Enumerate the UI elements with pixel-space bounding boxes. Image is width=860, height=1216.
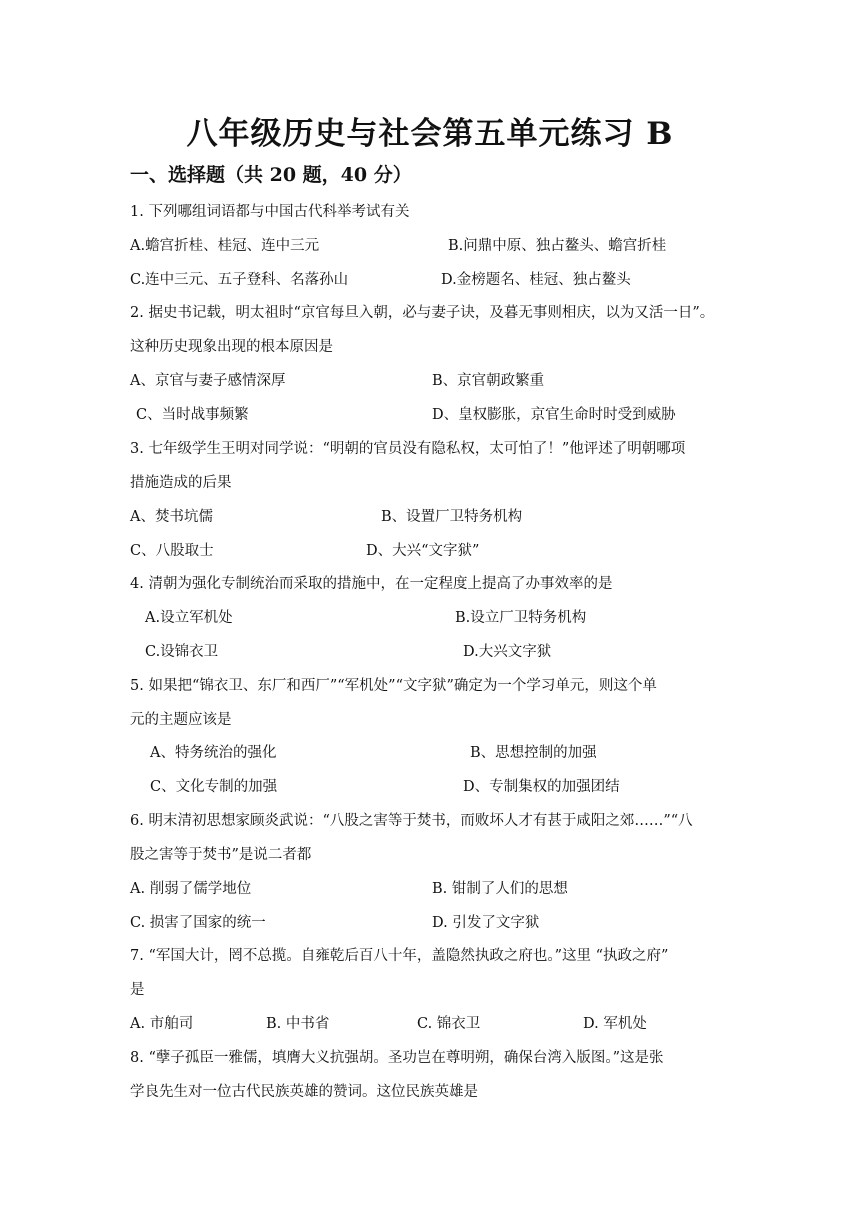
question-7-option-a: A. 市舶司 [130, 1016, 194, 1032]
question-5-option-b: B、思想控制的加强 [470, 745, 597, 761]
question-3-option-b: B、设置厂卫特务机构 [381, 509, 523, 525]
question-6-option-b: B. 钳制了人们的思想 [432, 881, 568, 897]
question-3-option-d: D、大兴“文字狱” [366, 543, 480, 559]
question-4-option-a: A.设立军机处 [145, 610, 233, 626]
question-5-text-cont: 元的主题应该是 [130, 712, 232, 728]
question-8-text: 8. “孽子孤臣一雅儒，填膺大义抗强胡。圣功岂在尊明朔，确保台湾入版图。”这是张 [130, 1050, 664, 1066]
question-8-text-cont: 学良先生对一位古代民族英雄的赞词。这位民族英雄是 [130, 1084, 478, 1100]
question-1-option-d: D.金榜题名、桂冠、独占鳌头 [441, 272, 631, 288]
question-2-option-b: B、京官朝政繁重 [432, 373, 545, 389]
question-7-option-c: C. 锦衣卫 [417, 1016, 481, 1032]
question-5-option-a: A、特务统治的强化 [150, 745, 277, 761]
question-2-text-cont: 这种历史现象出现的根本原因是 [130, 339, 333, 355]
question-2-option-d: D、皇权膨胀，京官生命时时受到威胁 [432, 407, 676, 423]
question-2-text: 2. 据史书记载，明太祖时“京官每旦入朝，必与妻子诀，及暮无事则相庆，以为又活一日”。 [130, 305, 715, 321]
question-1-option-c: C.连中三元、五子登科、名落孙山 [130, 272, 349, 288]
question-5-option-d: D、专制集权的加强团结 [463, 779, 620, 795]
question-5-text: 5. 如果把“锦衣卫、东厂和西厂”“军机处”“文字狱”确定为一个学习单元，则这个单 [130, 678, 657, 694]
question-4-option-b: B.设立厂卫特务机构 [455, 610, 587, 626]
question-2-option-c: C、当时战事频繁 [136, 407, 249, 423]
question-4-option-c: C.设锦衣卫 [145, 644, 219, 660]
question-3-text: 3. 七年级学生王明对同学说：“明朝的官员没有隐私权，太可怕了！”他评述了明朝哪项 [130, 441, 686, 457]
question-4-text: 4. 清朝为强化专制统治而采取的措施中，在一定程度上提高了办事效率的是 [130, 576, 613, 592]
question-7-option-d: D. 军机处 [583, 1016, 647, 1032]
question-6-option-d: D. 引发了文字狱 [432, 915, 540, 931]
question-3-option-c: C、八股取士 [130, 543, 214, 559]
question-1-option-b: B.问鼎中原、独占鳌头、蟾宫折桂 [448, 238, 667, 254]
question-1-text: 1. 下列哪组词语都与中国古代科举考试有关 [130, 204, 410, 220]
question-6-option-c: C. 损害了国家的统一 [130, 915, 266, 931]
question-7-option-b: B. 中书省 [266, 1016, 330, 1032]
question-7-text-cont: 是 [130, 982, 145, 998]
question-4-option-d: D.大兴文字狱 [463, 644, 552, 660]
section-heading: 一、选择题（共 20 题，40 分） [130, 164, 412, 186]
question-6-option-a: A. 削弱了儒学地位 [130, 881, 252, 897]
question-6-text: 6. 明末清初思想家顾炎武说：“八股之害等于焚书，而败坏人才有甚于咸阳之郊……”“八 [130, 813, 693, 829]
question-3-text-cont: 措施造成的后果 [130, 475, 232, 491]
question-5-option-c: C、文化专制的加强 [150, 779, 278, 795]
question-3-option-a: A、焚书坑儒 [130, 509, 213, 525]
question-6-text-cont: 股之害等于焚书”是说二者都 [130, 847, 312, 863]
question-2-option-a: A、京官与妻子感情深厚 [130, 373, 286, 389]
document-title: 八年级历史与社会第五单元练习 B [186, 116, 674, 152]
question-7-text: 7. “军国大计，罔不总揽。自雍乾后百八十年，盖隐然执政之府也。”这里 “执政之府” [130, 948, 669, 964]
question-1-option-a: A.蟾宫折桂、桂冠、连中三元 [130, 238, 320, 254]
